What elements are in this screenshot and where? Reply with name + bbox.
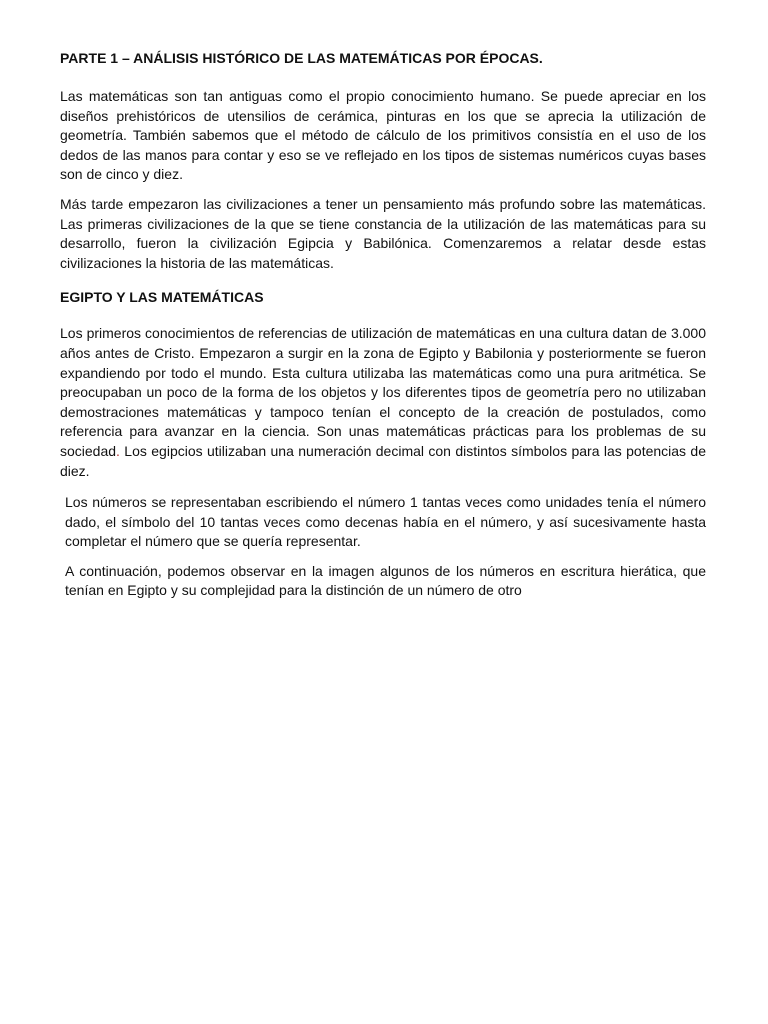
hieratic-paragraph: A continuación, podemos observar en la imagen algunos de los números en escritura hierática, que tenían en Egipto y su complejidad para la distinción de un número de otro — [65, 562, 706, 599]
intro-paragraph-1: Las matemáticas son tan antiguas como el propio conocimiento humano. Se puede apreciar en los diseños prehistóricos de utensilios de cerámica, pinturas en los que se aprecia la utilización de geometría. También sabemos que el método de cálculo de los primitivos consistía en el uso de los dedos de las manos para contar y eso se ve reflejado en los tipos de sistemas numéricos cuyas bases son de cinco y diez. — [60, 88, 706, 183]
egypt-paragraph-tail: Los egipcios utilizaban una numeración decimal con distintos símbolos para las potencias de diez. — [60, 442, 706, 479]
intro-paragraph-2: Más tarde empezaron las civilizaciones a tener un pensamiento más profundo sobre las matemáticas. Las primeras civilizaciones de la que se tiene constancia de la utilización de las matemáticas para su desarrollo, fueron la civilización Egipcia y Babilónica. Comenzaremos a relatar desde estas civilizaciones la historia de las matemáticas. — [60, 195, 706, 271]
egypt-paragraph-text: Los primeros conocimientos de referencias de utilización de matemáticas en una cultura datan de 3.000 años antes de Cristo. Empezaron a surgir en la zona de Egipto y Babilonia y posteriormente se fueron expandiendo por todo el mundo. Esta cultura utilizaba las matemáticas como una pura aritmética. Se preocupaban un poco de la forma de los objetos y los diferentes tipos de geometría pero no utilizaban demostraciones matemáticas y tampoco tenían el concepto de la creación de postulados, como referencia para avanzar en la ciencia. Son unas matemáticas prácticas para los problemas de su sociedad — [60, 325, 706, 459]
highlight-period: . — [116, 442, 120, 459]
egypt-paragraph — [60, 324, 706, 481]
page-title: PARTE 1 – ANÁLISIS HISTÓRICO DE LAS MATEMÁTICAS POR ÉPOCAS. — [60, 50, 543, 66]
document-page — [60, 48, 706, 612]
section-heading: EGIPTO Y LAS MATEMÁTICAS — [60, 289, 264, 306]
numbers-paragraph: Los números se representaban escribiendo el número 1 tantas veces como unidades tenía el número dado, el símbolo del 10 tantas veces como decenas había en el número, y así sucesivamente hasta completar el número que se quería representar. — [65, 494, 706, 550]
